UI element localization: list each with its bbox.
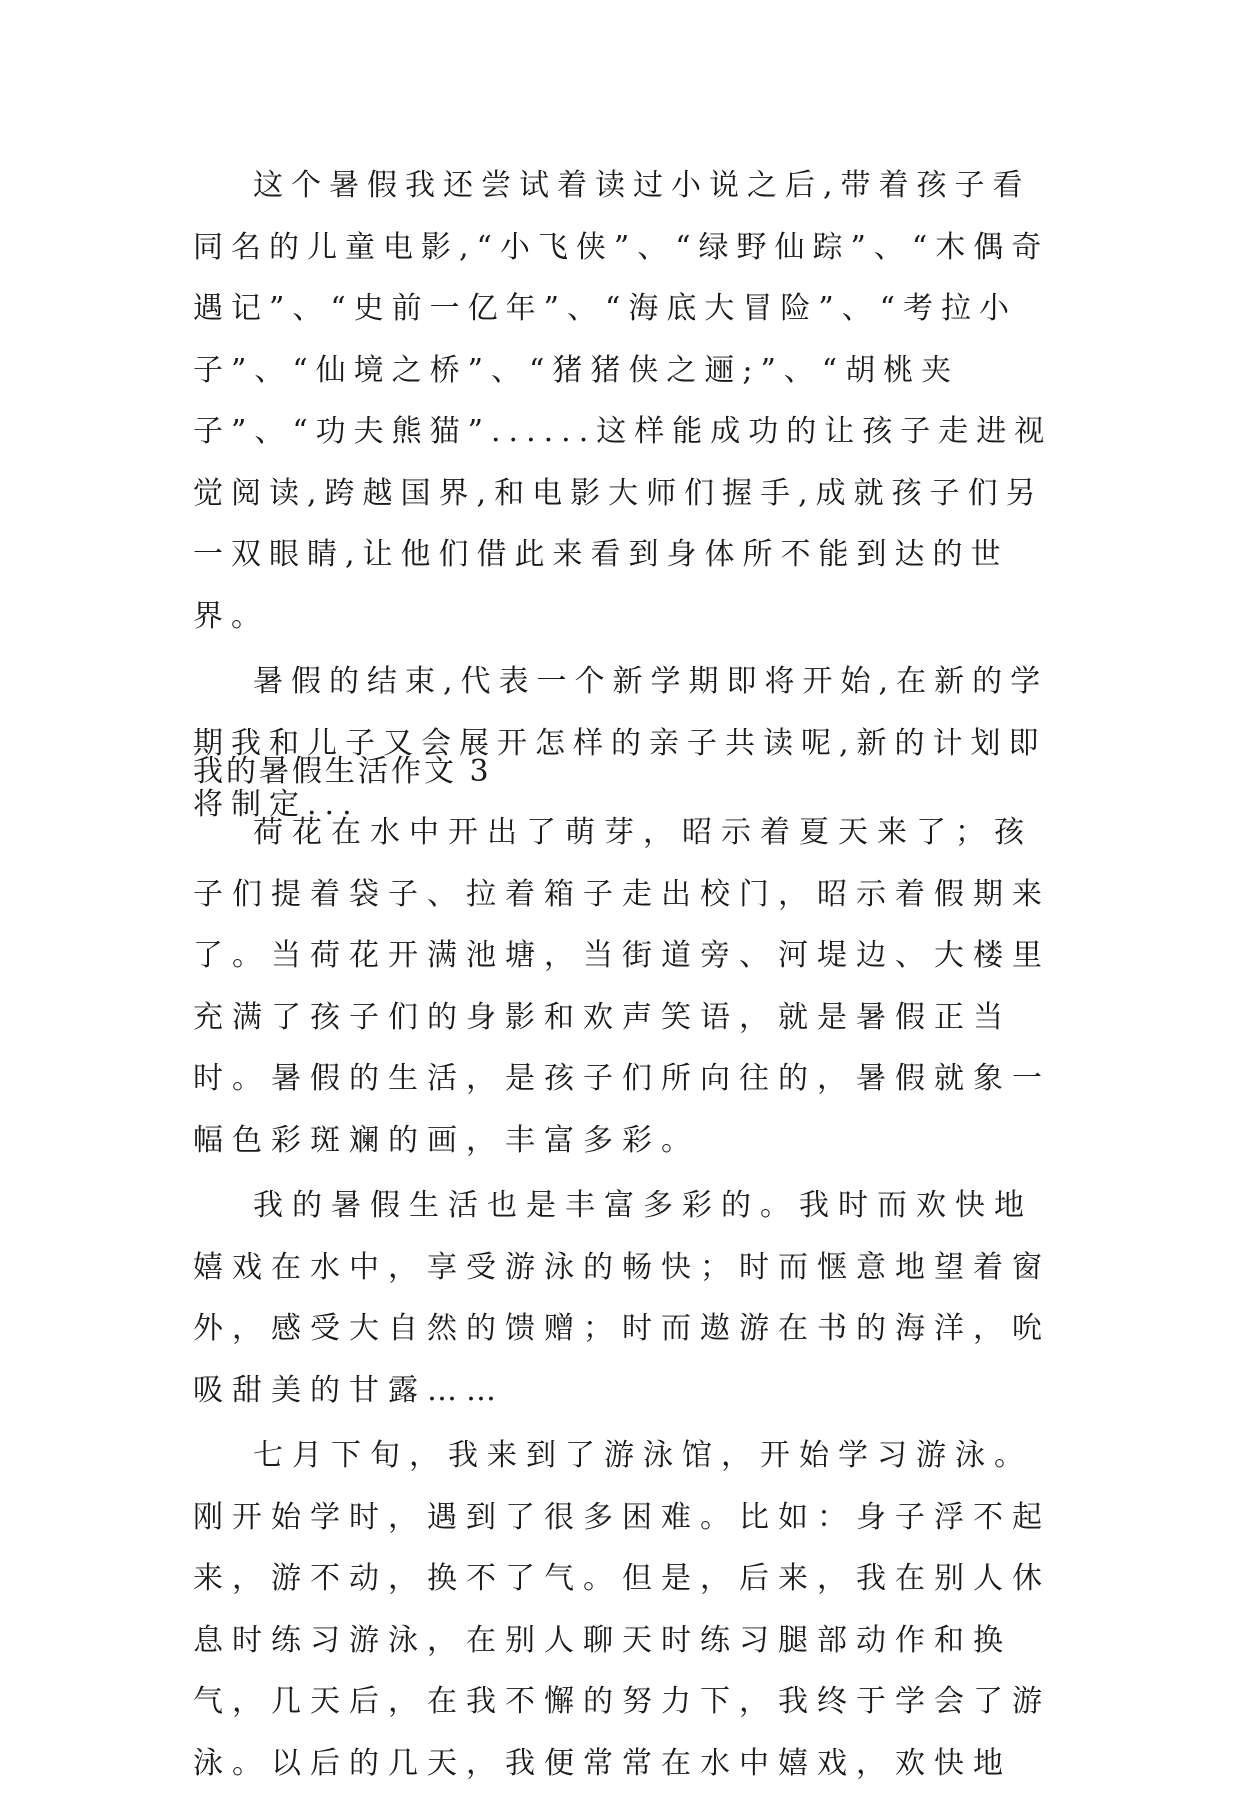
paragraph-movies: 这个暑假我还尝试着读过小说之后,带着孩子看同名的儿童电影,“小飞侠”、“绿野仙踪”、“木偶奇遇记”、“史前一亿年”、“海底大冒险”、“考拉小子”、“仙境之桥”、“猪猪侠之逦;”、“胡桃夹子”、“功夫熊猫”......这样能成功的让孩子走进视觉阅读,跨越国界,和电影大师们握手,成就孩子们另一双眼睛,让他们借此来看到身体所不能到达的世界。 — [193, 168, 1053, 634]
essay-section-3 — [193, 802, 1059, 1794]
paragraph-swimming: 七月下旬，我来到了游泳馆，开始学习游泳。刚开始学时，遇到了很多困难。比如：身子浮不起来，游不动，换不了气。但是，后来，我在别人休息时练习游泳，在别人聊天时练习腿部动作和换气，几天后，在我不懈的努力下，我终于学会了游泳。以后的几天，我便常常在水中嬉戏，欢快地 — [193, 1438, 1051, 1781]
paragraph-summer-end: 暑假的结束,代表一个新学期即将开始,在新的学期我和儿子又会展开怎样的亲子共读呢,新的计划即将制定... — [193, 664, 1049, 822]
essay-section-previous — [193, 155, 1059, 836]
paragraph-lotus: 荷花在水中开出了萌芽，昭示着夏天来了；孩子们提着袋子、拉着箱子走出校门，昭示着假期来了。当荷花开满池塘，当街道旁、河堤边、大楼里充满了孩子们的身影和欢声笑语，就是暑假正当时。暑假的生活，是孩子们所向往的，暑假就象一幅色彩斑斓的画，丰富多彩。 — [193, 815, 1051, 1158]
essay-heading: 我的暑假生活作文 3 — [193, 754, 492, 789]
paragraph-colorful-summer: 我的暑假生活也是丰富多彩的。我时而欢快地嬉戏在水中，享受游泳的畅快；时而惬意地望着窗外，感受大自然的馈赠；时而遨游在书的海洋，吮吸甜美的甘露…… — [193, 1188, 1051, 1408]
